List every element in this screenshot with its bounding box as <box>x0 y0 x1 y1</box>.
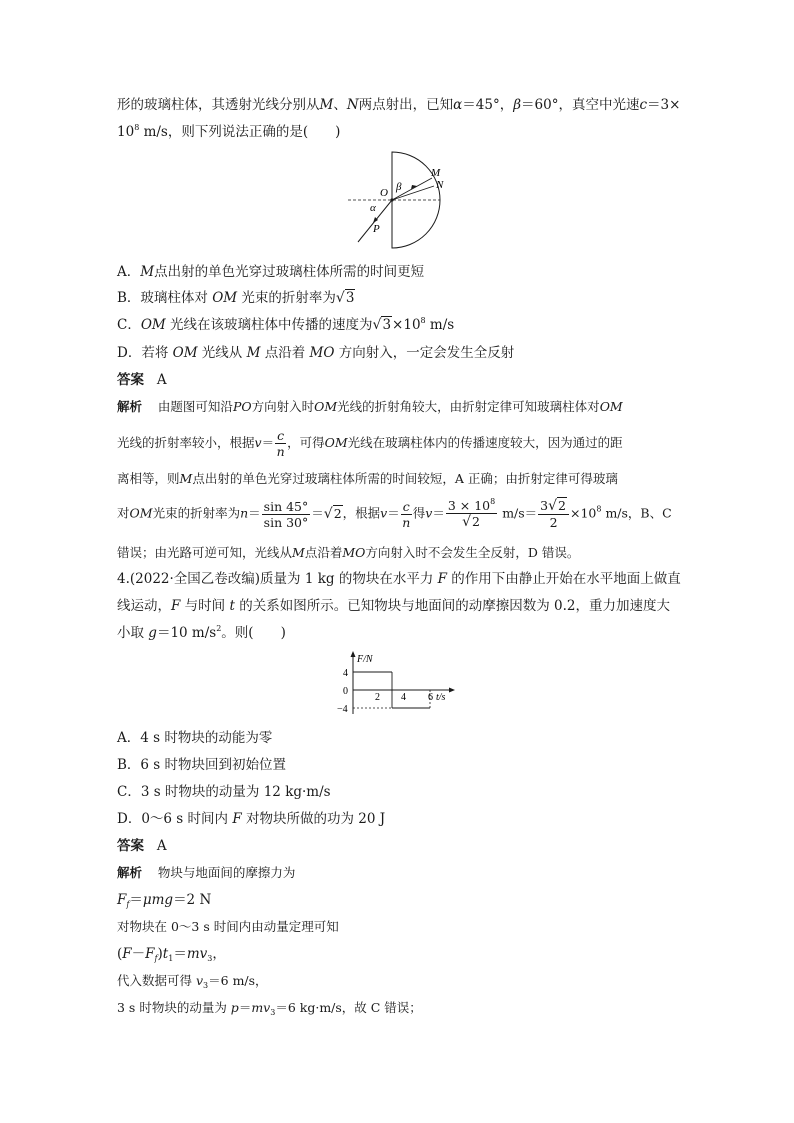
q3-option-c: C．OM 光线在该玻璃柱体中传播的速度为$√3\times 10^8$ m/s <box>117 316 455 333</box>
q4-analysis-line-2: $F_f=\mu mg=2$ N <box>117 892 212 909</box>
force-time-graph <box>330 648 460 716</box>
y-axis-arrow <box>351 651 356 657</box>
y-axis-label: F/N <box>357 654 373 665</box>
x-axis-arrow <box>449 688 455 693</box>
x-axis-label: t/s <box>436 692 446 703</box>
label-O: O <box>380 187 388 199</box>
q3-answer: 答案 A <box>117 372 167 388</box>
x-tick-2: 2 <box>375 692 380 703</box>
q4-analysis-line-5: 代入数据可得 $v_3=6$ m/s， <box>117 973 268 990</box>
label-M: M <box>431 167 441 179</box>
q4-analysis-line-3: 对物块在 0～3 s 时间内由动量定理可知 <box>117 919 339 934</box>
intro-line-1: 形的玻璃柱体，其透射光线分别从M、N两点射出，已知α＝45°，β＝60°，真空中光速c＝3× <box>117 97 681 113</box>
intro-line-2: $10^8$ m/s，则下列说法正确的是( ) <box>117 123 341 140</box>
label-beta: β <box>396 181 402 193</box>
label-N: N <box>436 179 444 191</box>
q3-analysis-line-4: 对OM光束的折射率为n＝ $\frac{\sin 45^\circ}{\sin 30^\circ}$ ＝√2，根据v＝ $\frac{c}{n}$ 得v＝ $\frac{3 \times 10^8}{√2}$ m/s＝ $\frac{3√2}{2}$ $\times 10^8$ m/s，B、C <box>117 497 672 530</box>
y-tick-0: 0 <box>343 686 348 697</box>
label-P: P <box>373 223 380 235</box>
glass-cylinder-figure <box>340 150 450 254</box>
q4-stem-line-3: 小取 g＝10 $m/s^2$。则( ) <box>117 624 286 641</box>
q3-analysis-line-2: 光线的折射率较小，根据v＝ $\frac{c}{n}$ ，可得OM光线在玻璃柱体内的传播速度较大，因为通过的距 <box>117 428 623 459</box>
q3-analysis-line-5: 错误；由光路可逆可知，光线从M点沿着MO方向射入时不会发生全反射，D 错误。 <box>117 545 580 560</box>
y-tick-neg4: −4 <box>337 704 348 715</box>
q3-analysis-line-3: 离相等，则M点出射的单色光穿过玻璃柱体所需的时间较短，A 正确；由折射定律可得玻璃 <box>117 471 618 486</box>
q4-stem-line-2: 线运动，F 与时间 t 的关系如图所示。已知物块与地面间的动摩擦因数为 0.2，重力加速度大 <box>117 598 670 614</box>
q4-answer: 答案 A <box>117 838 167 854</box>
q4-option-c: C．3 s 时物块的动量为 12 kg·m/s <box>117 784 331 800</box>
q4-option-a: A．4 s 时物块的动能为零 <box>117 730 273 746</box>
q4-analysis-line-4: $(F-F_f)t_1=mv_3$， <box>117 946 226 963</box>
q4-analysis-line-1: 解析 物块与地面间的摩擦力为 <box>117 865 296 880</box>
q3-analysis-line-1: 解析 由题图可知沿PO方向射入时OM光线的折射角较大，由折射定律可知玻璃柱体对OM <box>117 399 623 414</box>
y-tick-4: 4 <box>343 668 348 679</box>
q4-option-d: D．0～6 s 时间内 F 对物块所做的功为 20 J <box>117 811 386 827</box>
x-tick-6: 6 <box>428 692 433 703</box>
q4-option-b: B．6 s 时物块回到初始位置 <box>117 757 287 773</box>
q3-option-b: B．玻璃柱体对 OM 光束的折射率为√3 <box>117 290 355 306</box>
x-tick-4: 4 <box>401 692 406 703</box>
q3-option-a: A．M点出射的单色光穿过玻璃柱体所需的时间更短 <box>117 264 425 280</box>
q3-option-d: D．若将 OM 光线从 M 点沿着 MO 方向射入，一定会发生全反射 <box>117 345 515 361</box>
label-alpha: α <box>370 202 376 214</box>
q4-stem-line-1: 4.(2022·全国乙卷改编)质量为 1 kg 的物块在水平力 F 的作用下由静止开始在水平地面上做直 <box>117 571 681 587</box>
q4-analysis-line-6: 3 s 时物块的动量为 $p=mv_3=6$ kg·m/s，故 C 错误； <box>117 1000 422 1017</box>
